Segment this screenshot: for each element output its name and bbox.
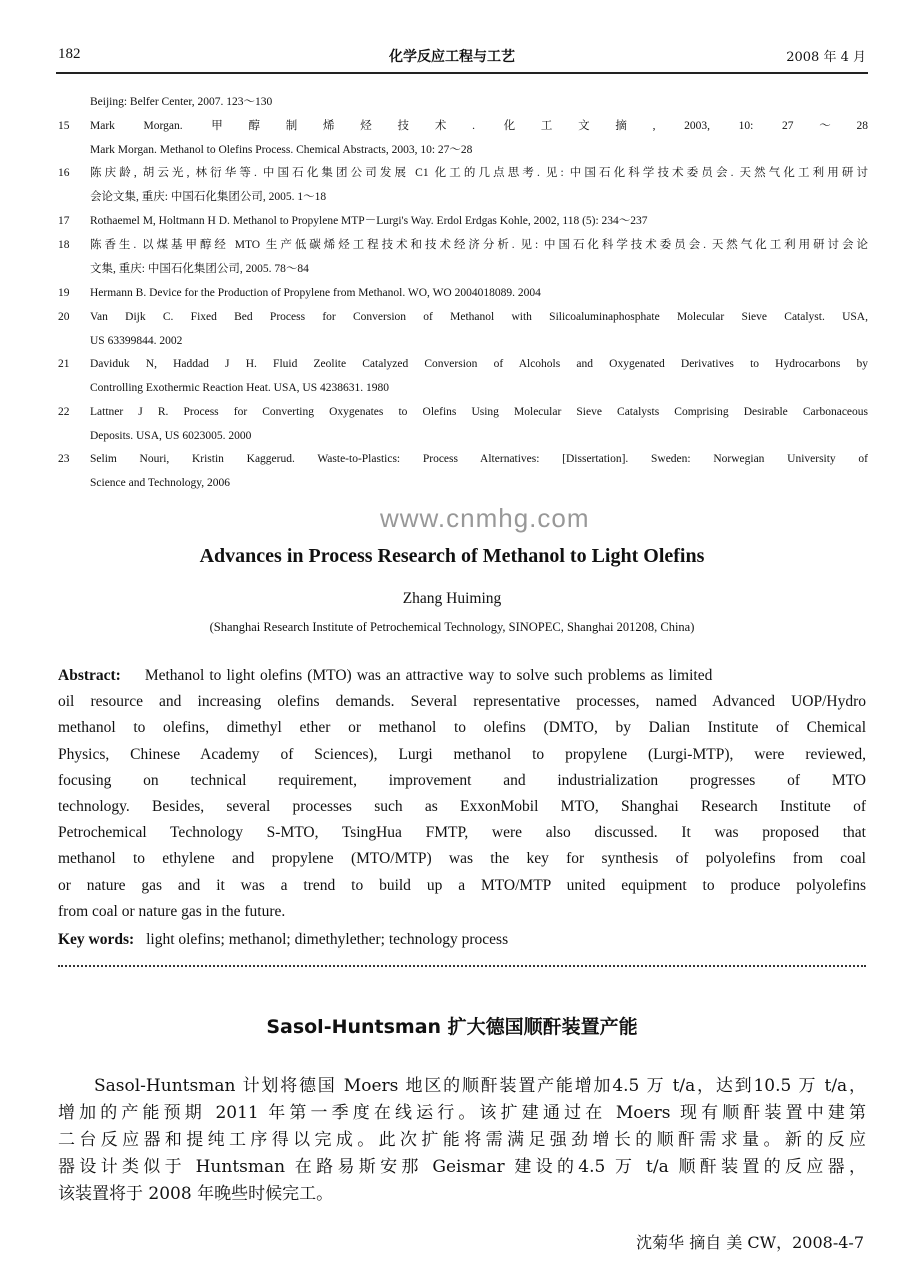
reference-number: 17: [58, 215, 70, 227]
article-title: Advances in Process Research of Methanol to Light Olefins: [199, 545, 705, 567]
reference-text: 陈庆龄, 胡云光, 林衍华等. 中国石化集团公司发展 C1 化工的几点思考. 见: 中国石化科学技术委员会. 天然气化工利用研讨: [90, 167, 868, 179]
page-number: 182: [58, 46, 81, 62]
reference-text: Beijing: Belfer Center, 2007. 123～130: [90, 96, 273, 108]
reference-number: 23: [58, 453, 70, 465]
abstract-line: oil resource and increasing olefins demands. Several representative processes, named Advanced UOP/Hydro: [58, 693, 866, 711]
abstract-line: methanol to ethylene and propylene (MTO/MTP) was the key for synthesis of polyolefins from coal: [58, 850, 866, 868]
reference-text: Lattner J R. Process for Converting Oxygenates to Olefins Using Molecular Sieve Catalysts Comprising Desirable Carbonaceous: [90, 406, 868, 418]
reference-text: Hermann B. Device for the Production of Propylene from Methanol. WO, WO 2004018089. 2004: [90, 287, 541, 299]
abstract-line: from coal or nature gas in the future.: [58, 902, 286, 920]
reference-number: 15: [58, 120, 70, 132]
reference-text: Mark Morgan. 甲醇制烯烃技术. 化工文摘, 2003, 10: 27～28: [90, 120, 868, 132]
news-line: 增加的产能预期 2011 年第一季度在线运行。该扩建通过在 Moers 现有顺酐装置中建第: [58, 1103, 866, 1123]
news-line: 该装置将于 2008 年晚些时候完工。: [58, 1184, 334, 1204]
abstract-text: Methanol to light olefins (MTO) was an attractive way to solve such problems as limited: [144, 667, 713, 684]
news-line: Sasol-Huntsman 计划将德国 Moers 地区的顺酐装置产能增加4.5 万 t/a，达到10.5 万 t/a，: [94, 1076, 866, 1096]
watermark: www.cnmhg.com: [380, 503, 590, 533]
reference-number: 22: [58, 406, 70, 418]
keywords: [58, 931, 508, 949]
reference-text: Controlling Exothermic Reaction Heat. USA, US 4238631. 1980: [90, 382, 389, 394]
reference-text: Van Dijk C. Fixed Bed Process for Conversion of Methanol with Silicoaluminaphosphate Molecular Sieve Catalyst. USA,: [90, 311, 868, 323]
reference-number: 20: [58, 311, 70, 323]
abstract-line: methanol to olefins, dimethyl ether or methanol to olefins (DMTO, by Dalian Institute of Chemical: [58, 719, 866, 737]
news-source: 沈菊华 摘自 美 CW，2008-4-7: [636, 1233, 864, 1252]
reference-text: Selim Nouri, Kristin Kaggerud. Waste-to-Plastics: Process Alternatives: [Dissertation]. Sweden: Norwegian University of: [90, 453, 868, 465]
abstract-line: [58, 667, 866, 685]
abstract-line: or nature gas and it was a trend to build up a MTO/MTP united equipment to produce polyolefins: [58, 876, 866, 894]
article-author: Zhang Huiming: [402, 590, 502, 607]
header-rule: [56, 72, 868, 74]
abstract-label: Abstract:: [58, 667, 121, 684]
keywords-label: Key words:: [58, 931, 135, 948]
keywords-text: light olefins; methanol; dimethylether; technology process: [146, 931, 509, 948]
news-line: 器设计类似于 Huntsman 在路易斯安那 Geismar 建设的4.5 万 t/a 顺酐装置的反应器，: [58, 1157, 866, 1177]
reference-text: 陈香生. 以煤基甲醇经 MTO 生产低碳烯烃工程技术和技术经济分析. 见: 中国石化科学技术委员会. 天然气化工利用研讨会论: [90, 239, 868, 251]
reference-text: US 63399844. 2002: [90, 335, 183, 347]
reference-text: Mark Morgan. Methanol to Olefins Process. Chemical Abstracts, 2003, 10: 27～28: [90, 144, 473, 156]
reference-text: 会论文集, 重庆: 中国石化集团公司, 2005. 1～18: [90, 191, 327, 203]
abstract-line: focusing on technical requirement, improvement and industrialization progresses of MTO: [58, 771, 866, 789]
abstract-line: technology. Besides, several processes such as ExxonMobil MTO, Shanghai Research Institute of: [58, 798, 866, 815]
reference-number: 21: [58, 358, 70, 370]
abstract-line: Petrochemical Technology S-MTO, TsingHua FMTP, were also discussed. It was proposed that: [58, 824, 866, 842]
reference-text: Rothaemel M, Holtmann H D. Methanol to Propylene MTP－Lurgi's Way. Erdol Erdgas Kohle, 2002, 118 (5): 234～237: [90, 215, 648, 227]
reference-number: 19: [58, 287, 70, 299]
issue-date: 2008 年 4 月: [786, 50, 866, 65]
reference-text: 文集, 重庆: 中国石化集团公司, 2005. 78～84: [90, 263, 309, 275]
news-title: Sasol-Huntsman 扩大德国顺酐装置产能: [266, 1016, 638, 1038]
reference-number: 16: [58, 167, 70, 179]
journal-name: 化学反应工程与工艺: [389, 49, 515, 65]
abstract-line: Physics, Chinese Academy of Sciences), Lurgi methanol to propylene (Lurgi-MTP), were reviewed,: [58, 745, 866, 763]
reference-text: Deposits. USA, US 6023005. 2000: [90, 430, 252, 442]
article-affiliation: (Shanghai Research Institute of Petrochemical Technology, SINOPEC, Shanghai 201208, China): [209, 620, 695, 634]
reference-text: Science and Technology, 2006: [90, 477, 231, 489]
news-line: 二台反应器和提纯工序得以完成。此次扩能将需满足强劲增长的顺酐需求量。新的反应: [58, 1130, 866, 1150]
reference-number: 18: [58, 239, 70, 251]
section-divider: [58, 965, 866, 967]
reference-text: Daviduk N, Haddad J H. Fluid Zeolite Catalyzed Conversion of Alcohols and Oxygenated Derivatives to Hydrocarbons by: [90, 358, 868, 370]
